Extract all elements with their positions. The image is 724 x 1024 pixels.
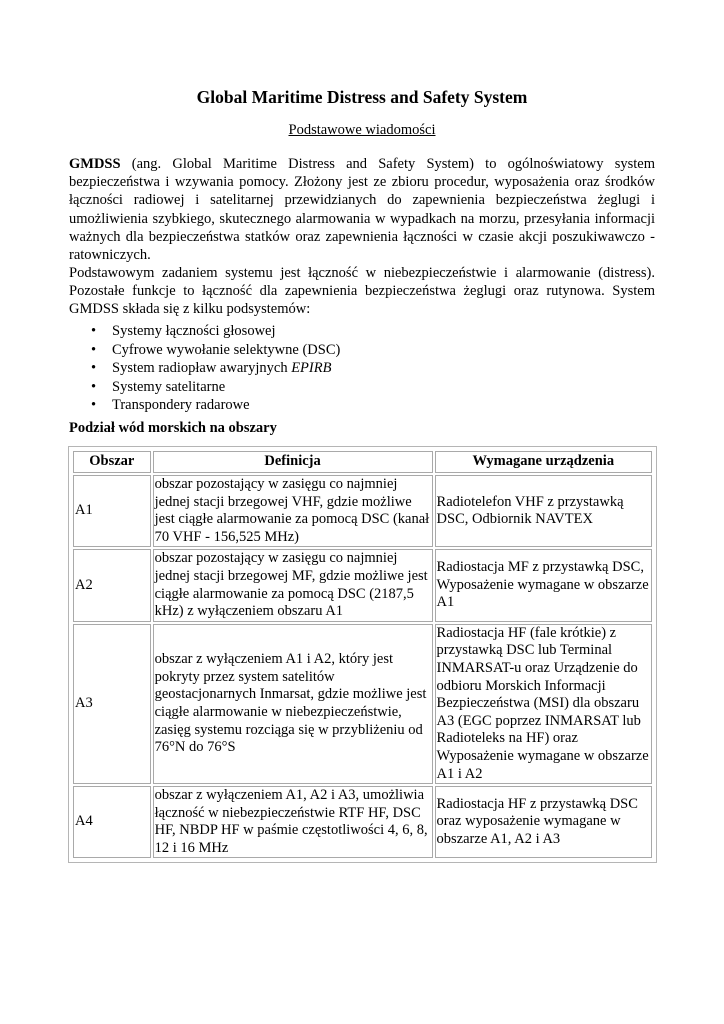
subsystems-list — [91, 322, 651, 415]
document-title: Global Maritime Distress and Safety System — [196, 87, 528, 107]
area-cell: A3 — [73, 624, 151, 784]
epirb-emphasis: EPIRB — [291, 360, 332, 377]
bullet-icon: • — [91, 323, 97, 339]
area-cell: A2 — [73, 549, 151, 621]
equipment-cell: Radiostacja HF (fale krótkie) z przystawką DSC lub Terminal INMARSAT-u oraz Urządzenie do odbioru Morskich Informacji Bezpieczeństwa (MSI) dla obszaru A3 (EGC poprzez INMARSAT lub Radioteleks na HF) oraz Wyposażenie wymagane w obszarze A1 i A2 — [435, 624, 652, 784]
intro-paragraph — [69, 155, 655, 264]
definition-cell: obszar pozostający w zasięgu co najmniej jednej stacji brzegowej MF, gdzie możliwe jest ciągłe alarmowanie za pomocą DSC (2187,5 kHz) z wyłączeniem obszaru A1 — [153, 549, 433, 621]
bullet-icon: • — [91, 360, 97, 377]
bullet-icon: • — [91, 378, 97, 395]
definition-cell: obszar z wyłączeniem A1 i A2, który jest pokryty przez system satelitów geostacjonarnych Inmarsat, gdzie możliwe jest ciągłe alarmowanie w niebezpieczeństwie, zasięg systemu rozciąga się w przybliżeniu od 76°N do 76°S — [153, 624, 433, 784]
list-item: • Systemy łączności głosowej — [91, 323, 276, 339]
areas-table — [71, 449, 654, 860]
list-item: • System radiopław awaryjnych EPIRB — [91, 360, 332, 377]
bullet-icon: • — [91, 341, 97, 358]
intro-text: (ang. Global Maritime Distress and Safety System) to ogólnoświatowy system bezpieczeństwa i wzywania pomocy. Złożony jest ze zbioru procedur, wyposażenia oraz środków łączności radiowej i satelitarnej przewidzianych do zapewnienia bezpieczeństwa żeglugi i umożliwienia szybkiego, skutecznego alarmowania w wypadkach na morzu, przesyłania informacji ważnych dla bezpieczeństwa statków oraz zapewnienia łączności w czasie akcji poszukiwawczo - ratowniczych. — [69, 156, 655, 264]
equipment-cell: Radiostacja MF z przystawką DSC, Wyposażenie wymagane w obszarze A1 — [435, 549, 652, 621]
equipment-cell: Radiotelefon VHF z przystawką DSC, Odbiornik NAVTEX — [435, 475, 652, 547]
equipment-cell: Radiostacja HF z przystawką DSC oraz wyposażenie wymagane w obszarze A1, A2 i A3 — [435, 786, 652, 858]
subtitle-text: Podstawowe wiadomości — [288, 122, 436, 138]
area-cell: A1 — [73, 475, 151, 547]
list-item: • Cyfrowe wywołanie selektywne (DSC) — [91, 341, 341, 358]
column-header-area: Obszar — [73, 451, 151, 473]
table-row — [73, 475, 652, 547]
column-header-definition: Definicja — [153, 451, 433, 473]
section-heading: Podział wód morskich na obszary — [69, 420, 277, 436]
document-subtitle — [0, 121, 724, 139]
list-item: • Systemy satelitarne — [91, 378, 226, 395]
definition-cell: obszar pozostający w zasięgu co najmniej jednej stacji brzegowej VHF, gdzie możliwe jest ciągłe alarmowanie za pomocą DSC (kanał 70 VHF - 156,525 MHz) — [153, 475, 433, 547]
bullet-icon: • — [91, 397, 97, 414]
table-row — [73, 786, 652, 858]
tasks-paragraph: Podstawowym zadaniem systemu jest łączność w niebezpieczeństwie i alarmowanie (distress). Pozostałe funkcje to łączność dla zapewnienia bezpieczeństwa żeglugi oraz rutynowa. System GMDSS składa się z kilku podsystemów: — [69, 265, 655, 318]
table-row — [73, 624, 652, 784]
column-header-equipment: Wymagane urządzenia — [435, 451, 652, 473]
table-row — [73, 549, 652, 621]
area-cell: A4 — [73, 786, 151, 858]
intro-term: GMDSS — [69, 156, 121, 172]
definition-cell: obszar z wyłączeniem A1, A2 i A3, umożliwia łączność w niebezpieczeństwie RTF HF, DSC HF, NBDP HF w paśmie częstotliwości 4, 6, 8, 12 i 16 MHz — [153, 786, 433, 858]
areas-table-wrapper — [68, 446, 657, 863]
table-header-row — [73, 451, 652, 473]
list-item: • Transpondery radarowe — [91, 397, 250, 414]
